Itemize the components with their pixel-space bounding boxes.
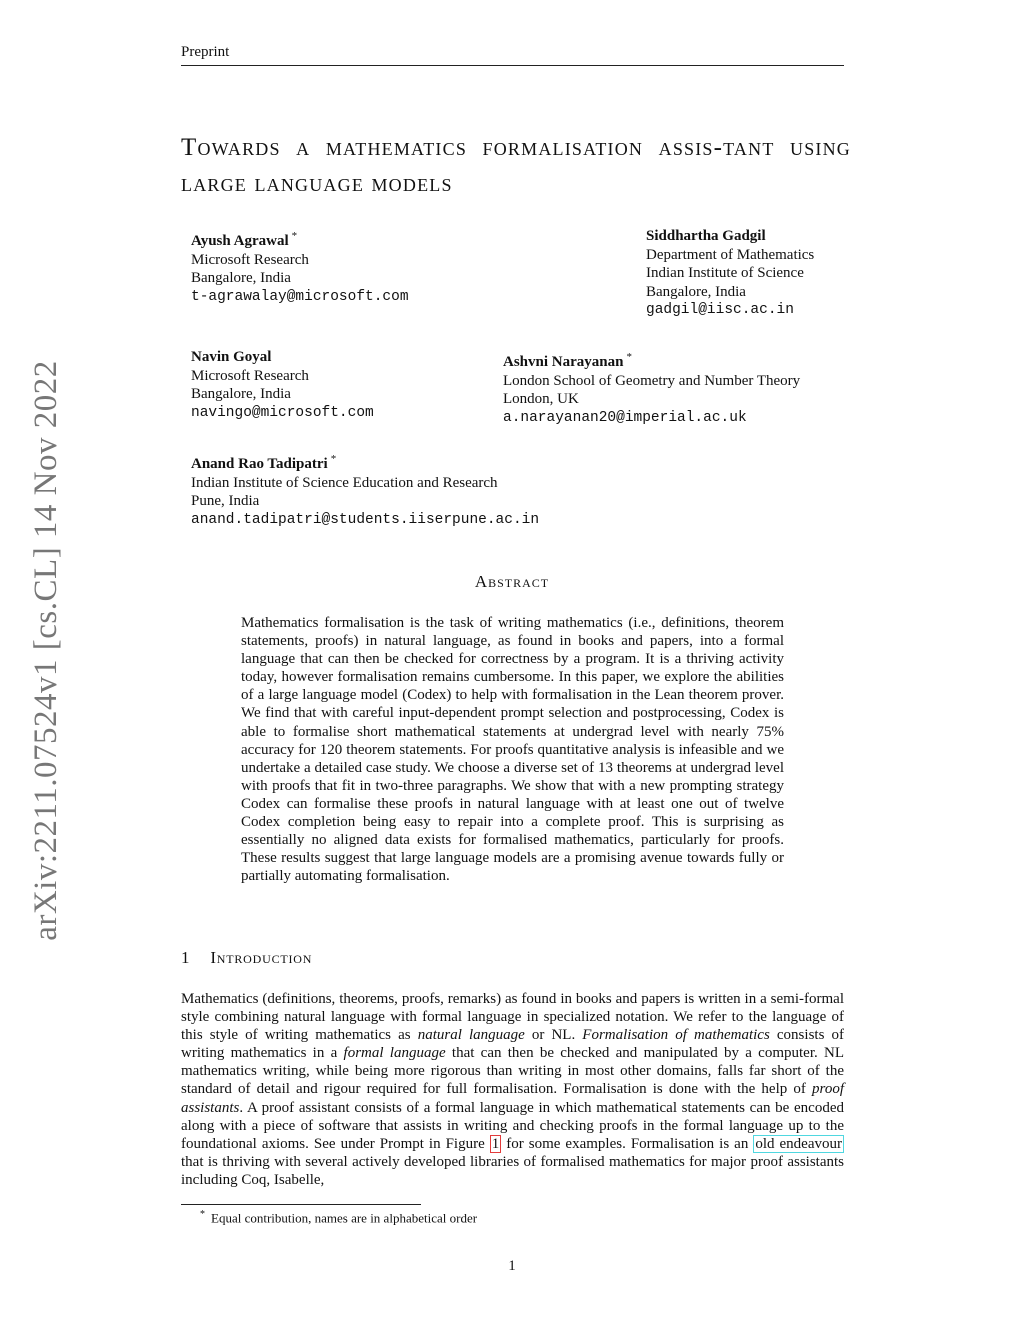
author-location: Pune, India bbox=[191, 493, 260, 509]
section-number: 1 bbox=[181, 948, 191, 967]
author-affiliation: London School of Geometry and Number Theory bbox=[503, 372, 801, 389]
term-formalisation-of-mathematics: Formalisation of mathematics bbox=[582, 1027, 770, 1044]
intro-text-run: that can then be checked and manipulated by a computer. NL mathematics writing, while being more rigorous than writing in most other domains, falls far short of the standard of detail and rigour required for full formalisation. Formalisation is done with the help of bbox=[181, 1045, 844, 1098]
abstract-heading: Abstract bbox=[474, 572, 550, 591]
author-name: Ayush Agrawal bbox=[191, 233, 289, 249]
arxiv-side-stamp bbox=[26, 355, 66, 945]
intro-text-run: . A proof assistant consists of a formal language in which mathematical statements can be encoded along with a piece of software that assists in writing and checking proofs in the formal language up to the foundational axioms. See under Prompt in Figure bbox=[181, 1099, 844, 1152]
author-location: Bangalore, India bbox=[646, 283, 746, 300]
section-heading bbox=[181, 948, 312, 968]
author-email: navingo@microsoft.com bbox=[191, 404, 374, 421]
author-location: Bangalore, India bbox=[191, 386, 291, 402]
intro-text-run: that is thriving with several actively developed libraries of formalised mathematics for major proof assistants including Coq, Isabelle, bbox=[181, 1153, 844, 1188]
author-location: London, UK bbox=[503, 391, 579, 407]
figure-reference-link[interactable]: 1 bbox=[491, 1135, 500, 1152]
intro-text-run: for some examples. Formalisation is an bbox=[501, 1135, 754, 1152]
author-name: Siddhartha Gadgil bbox=[646, 228, 766, 244]
intro-text-run: Mathematics (definitions, theorems, proofs, remarks) as found in books and papers is written in a semi-formal style combining natural language with formal language in specialized notation. We refer to the language of this style of writing mathematics as bbox=[181, 991, 844, 1044]
footnote bbox=[200, 1209, 477, 1226]
arxiv-identifier: arXiv:2211.07524v1 [cs.CL] 14 Nov 2022 bbox=[27, 359, 64, 941]
author-name: Anand Rao Tadipatri bbox=[191, 456, 328, 472]
author-email: anand.tadipatri@students.iiserpune.ac.in bbox=[191, 511, 540, 528]
author-mark: * bbox=[330, 453, 337, 465]
intro-text-run: or NL. bbox=[524, 1027, 583, 1044]
author-location: Bangalore, India bbox=[191, 270, 291, 286]
author-name: Navin Goyal bbox=[191, 349, 272, 365]
term-proof-assistants: proof assistants bbox=[181, 1081, 844, 1116]
author-block bbox=[191, 227, 409, 306]
author-block bbox=[646, 227, 814, 320]
author-email: a.narayanan20@imperial.ac.uk bbox=[503, 409, 747, 426]
author-mark: * bbox=[626, 351, 632, 363]
author-affiliation: Indian Institute of Science Education and Research bbox=[191, 474, 498, 491]
author-affiliation: Microsoft Research bbox=[191, 251, 309, 268]
author-email: gadgil@iisc.ac.in bbox=[646, 302, 794, 318]
author-name: Ashvni Narayanan bbox=[503, 354, 624, 370]
author-block bbox=[191, 450, 539, 529]
header-rule bbox=[181, 65, 844, 66]
page-number: 1 bbox=[508, 1258, 516, 1274]
running-head: Preprint bbox=[181, 44, 230, 60]
intro-text-run: consists of writing mathematics in a bbox=[181, 1027, 844, 1062]
author-mark: * bbox=[291, 230, 298, 242]
footnote-text: Equal contribution, names are in alphabetical order bbox=[211, 1210, 478, 1226]
author-affiliation: Microsoft Research bbox=[191, 367, 309, 384]
paper-title: Towards a mathematics formalisation assis-tant using large language models bbox=[181, 134, 851, 197]
author-block bbox=[503, 348, 800, 427]
footnote-rule bbox=[181, 1204, 421, 1205]
term-natural-language: natural language bbox=[417, 1027, 525, 1044]
author-department: Department of Mathematics bbox=[646, 246, 815, 263]
abstract-text: Mathematics formalisation is the task of writing mathematics (i.e., definitions, theorem statements, proofs) in natural language, as found in books and papers, into a formal language that can then be checked for correctness by a program. It is a thriving activity today, however formalisation remains cumbersome. In this paper, we explore the abilities of a large language model (Codex) to help with formalisation in the Lean theorem prover. We find that with careful input-dependent prompt selection and postprocessing, Codex is able to formalise short mathematical statements at undergrad level with nearly 75% accuracy for 120 theorem statements. For proofs quantitative analysis is infeasible and we undertake a detailed case study. We choose a diverse set of 13 theorems at undergrad level with proofs that fit in two-three paragraphs. We show that with a new prompting strategy Codex can formalise these proofs in natural language with at least one out of twelve Codex completion being easy to repair into a complete proof. This is surprising as essentially no aligned data exists for formalised mathematics, particularly for proofs. These results suggest that large language models are a promising avenue towards fully or partially automating formalisation. bbox=[241, 615, 784, 885]
old-endeavour-link[interactable]: old endeavour bbox=[755, 1135, 842, 1152]
section-title: Introduction bbox=[210, 948, 313, 967]
introduction-paragraph bbox=[181, 990, 844, 1189]
author-block bbox=[191, 348, 374, 422]
author-affiliation: Indian Institute of Science bbox=[646, 265, 804, 281]
term-formal-language: formal language bbox=[343, 1045, 446, 1062]
author-email: t-agrawalay@microsoft.com bbox=[191, 288, 409, 305]
footnote-mark: * bbox=[200, 1209, 205, 1220]
